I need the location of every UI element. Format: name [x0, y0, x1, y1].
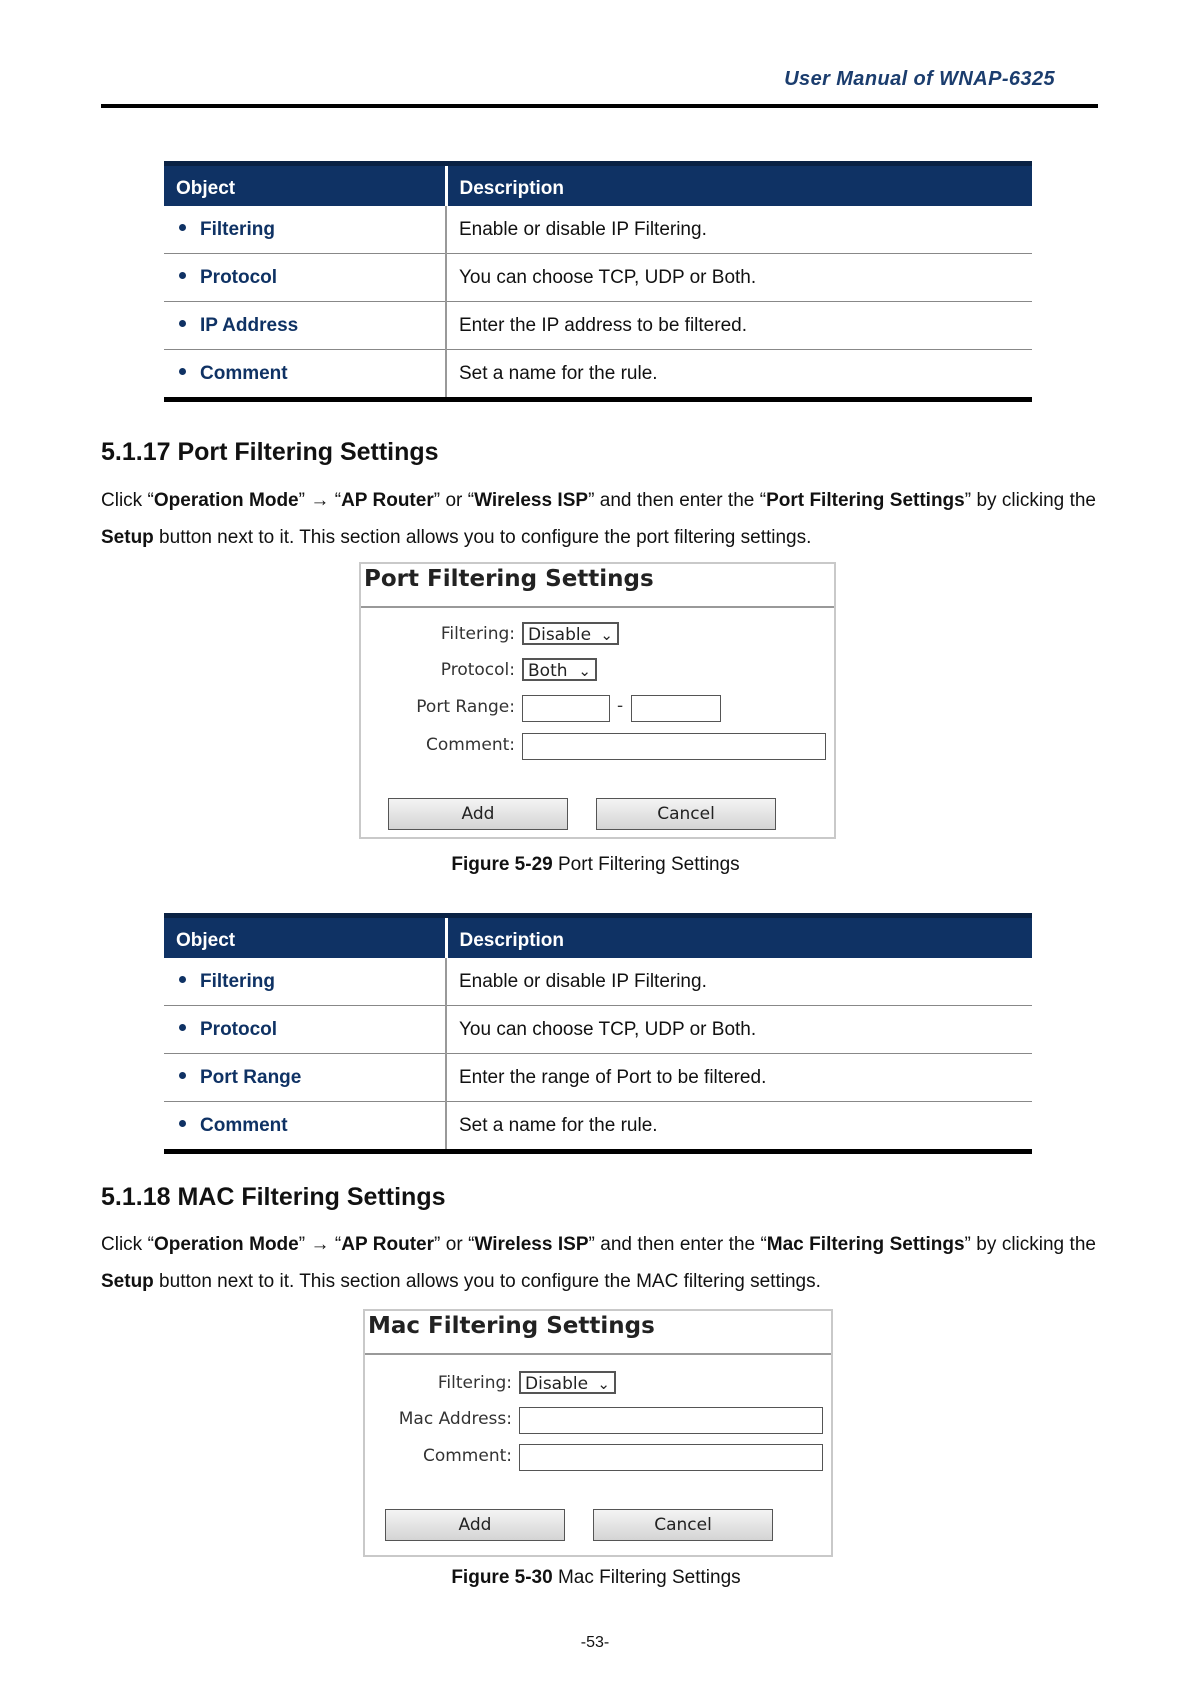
bullet-icon — [179, 224, 186, 231]
add-button[interactable]: Add — [385, 1509, 565, 1541]
row-description: Enable or disable IP Filtering. — [446, 958, 1032, 1006]
cancel-button[interactable]: Cancel — [593, 1509, 773, 1541]
port-filtering-panel — [359, 562, 836, 839]
port-range-label: Port Range: — [416, 697, 515, 717]
row-object: Port Range — [200, 1066, 302, 1088]
page-number: -53- — [580, 1634, 610, 1651]
row-object: Filtering — [200, 218, 275, 240]
figure-caption-5-30: Figure 5-30 Mac Filtering Settings — [451, 1567, 741, 1588]
figure-caption-5-29: Figure 5-29 Port Filtering Settings — [451, 854, 740, 875]
section-heading-mac-filtering: 5.1.18 MAC Filtering Settings — [101, 1183, 446, 1211]
protocol-select-value: Both — [528, 661, 568, 681]
table-row — [164, 254, 1032, 302]
panel-title: Mac Filtering Settings — [365, 1311, 831, 1355]
comment-input[interactable] — [522, 733, 826, 760]
protocol-label: Protocol: — [440, 660, 515, 680]
filtering-label: Filtering: — [437, 1373, 512, 1393]
row-object: Protocol — [200, 266, 278, 288]
table-row — [164, 958, 1032, 1006]
comment-label: Comment: — [425, 735, 515, 755]
comment-input[interactable] — [519, 1444, 823, 1471]
table-row — [164, 302, 1032, 350]
row-description: You can choose TCP, UDP or Both. — [446, 254, 1032, 302]
row-description: Enable or disable IP Filtering. — [446, 206, 1032, 254]
column-header-description: Description — [446, 916, 1032, 959]
chevron-down-icon: ⌄ — [578, 662, 591, 680]
filtering-select-value: Disable — [525, 1374, 589, 1394]
manual-header-title: User Manual of WNAP-6325 — [784, 68, 1055, 90]
object-table-ip-filtering — [164, 161, 1032, 402]
bullet-icon — [179, 272, 186, 279]
section-paragraph-mac-filtering: Click “Operation Mode” → “AP Router” or “Wireless ISP” and then enter the “Mac Filtering Settings” by clicking the Setup button next to it. This section allows you to configure the MAC filtering settings. — [101, 1234, 1096, 1292]
table-row — [164, 1054, 1032, 1102]
bullet-icon — [179, 1120, 186, 1127]
chevron-down-icon: ⌄ — [600, 626, 613, 644]
table-row — [164, 206, 1032, 254]
section-heading-port-filtering: 5.1.17 Port Filtering Settings — [101, 438, 439, 466]
header-rule — [101, 104, 1098, 108]
bullet-icon — [179, 368, 186, 375]
row-description: Enter the IP address to be filtered. — [446, 302, 1032, 350]
port-range-start-input[interactable] — [522, 695, 610, 722]
column-header-object: Object — [164, 164, 446, 207]
port-range-dash: - — [617, 696, 624, 716]
row-description: Set a name for the rule. — [446, 350, 1032, 400]
comment-label: Comment: — [422, 1446, 512, 1466]
row-description: Set a name for the rule. — [446, 1102, 1032, 1152]
table-row — [164, 350, 1032, 400]
table-row — [164, 1006, 1032, 1054]
cancel-button[interactable]: Cancel — [596, 798, 776, 830]
column-header-object: Object — [164, 916, 446, 959]
filtering-select-value: Disable — [528, 625, 592, 645]
filtering-label: Filtering: — [440, 624, 515, 644]
bullet-icon — [179, 1072, 186, 1079]
port-range-end-input[interactable] — [631, 695, 721, 722]
bullet-icon — [179, 320, 186, 327]
filtering-select[interactable] — [522, 622, 619, 645]
bullet-icon — [179, 976, 186, 983]
section-paragraph-port-filtering: Click “Operation Mode” → “AP Router” or “Wireless ISP” and then enter the “Port Filtering Settings” by clicking the Setup button next to it. This section allows you to configure the port filtering settings. — [101, 490, 1097, 548]
protocol-select[interactable] — [522, 658, 597, 681]
mac-filtering-panel — [363, 1309, 833, 1557]
add-button[interactable]: Add — [388, 798, 568, 830]
panel-title: Port Filtering Settings — [361, 564, 834, 608]
row-object: IP Address — [200, 314, 299, 336]
column-header-description: Description — [446, 164, 1032, 207]
mac-address-label: Mac Address: — [398, 1409, 512, 1429]
mac-address-input[interactable] — [519, 1407, 823, 1434]
filtering-select[interactable] — [519, 1371, 616, 1394]
object-table-port-filtering — [164, 913, 1032, 1154]
bullet-icon — [179, 1024, 186, 1031]
row-object: Protocol — [200, 1018, 278, 1040]
chevron-down-icon: ⌄ — [597, 1375, 610, 1393]
row-description: You can choose TCP, UDP or Both. — [446, 1006, 1032, 1054]
row-object: Filtering — [200, 970, 275, 992]
row-description: Enter the range of Port to be filtered. — [446, 1054, 1032, 1102]
table-row — [164, 1102, 1032, 1152]
row-object: Comment — [200, 1114, 288, 1136]
row-object: Comment — [200, 362, 288, 384]
